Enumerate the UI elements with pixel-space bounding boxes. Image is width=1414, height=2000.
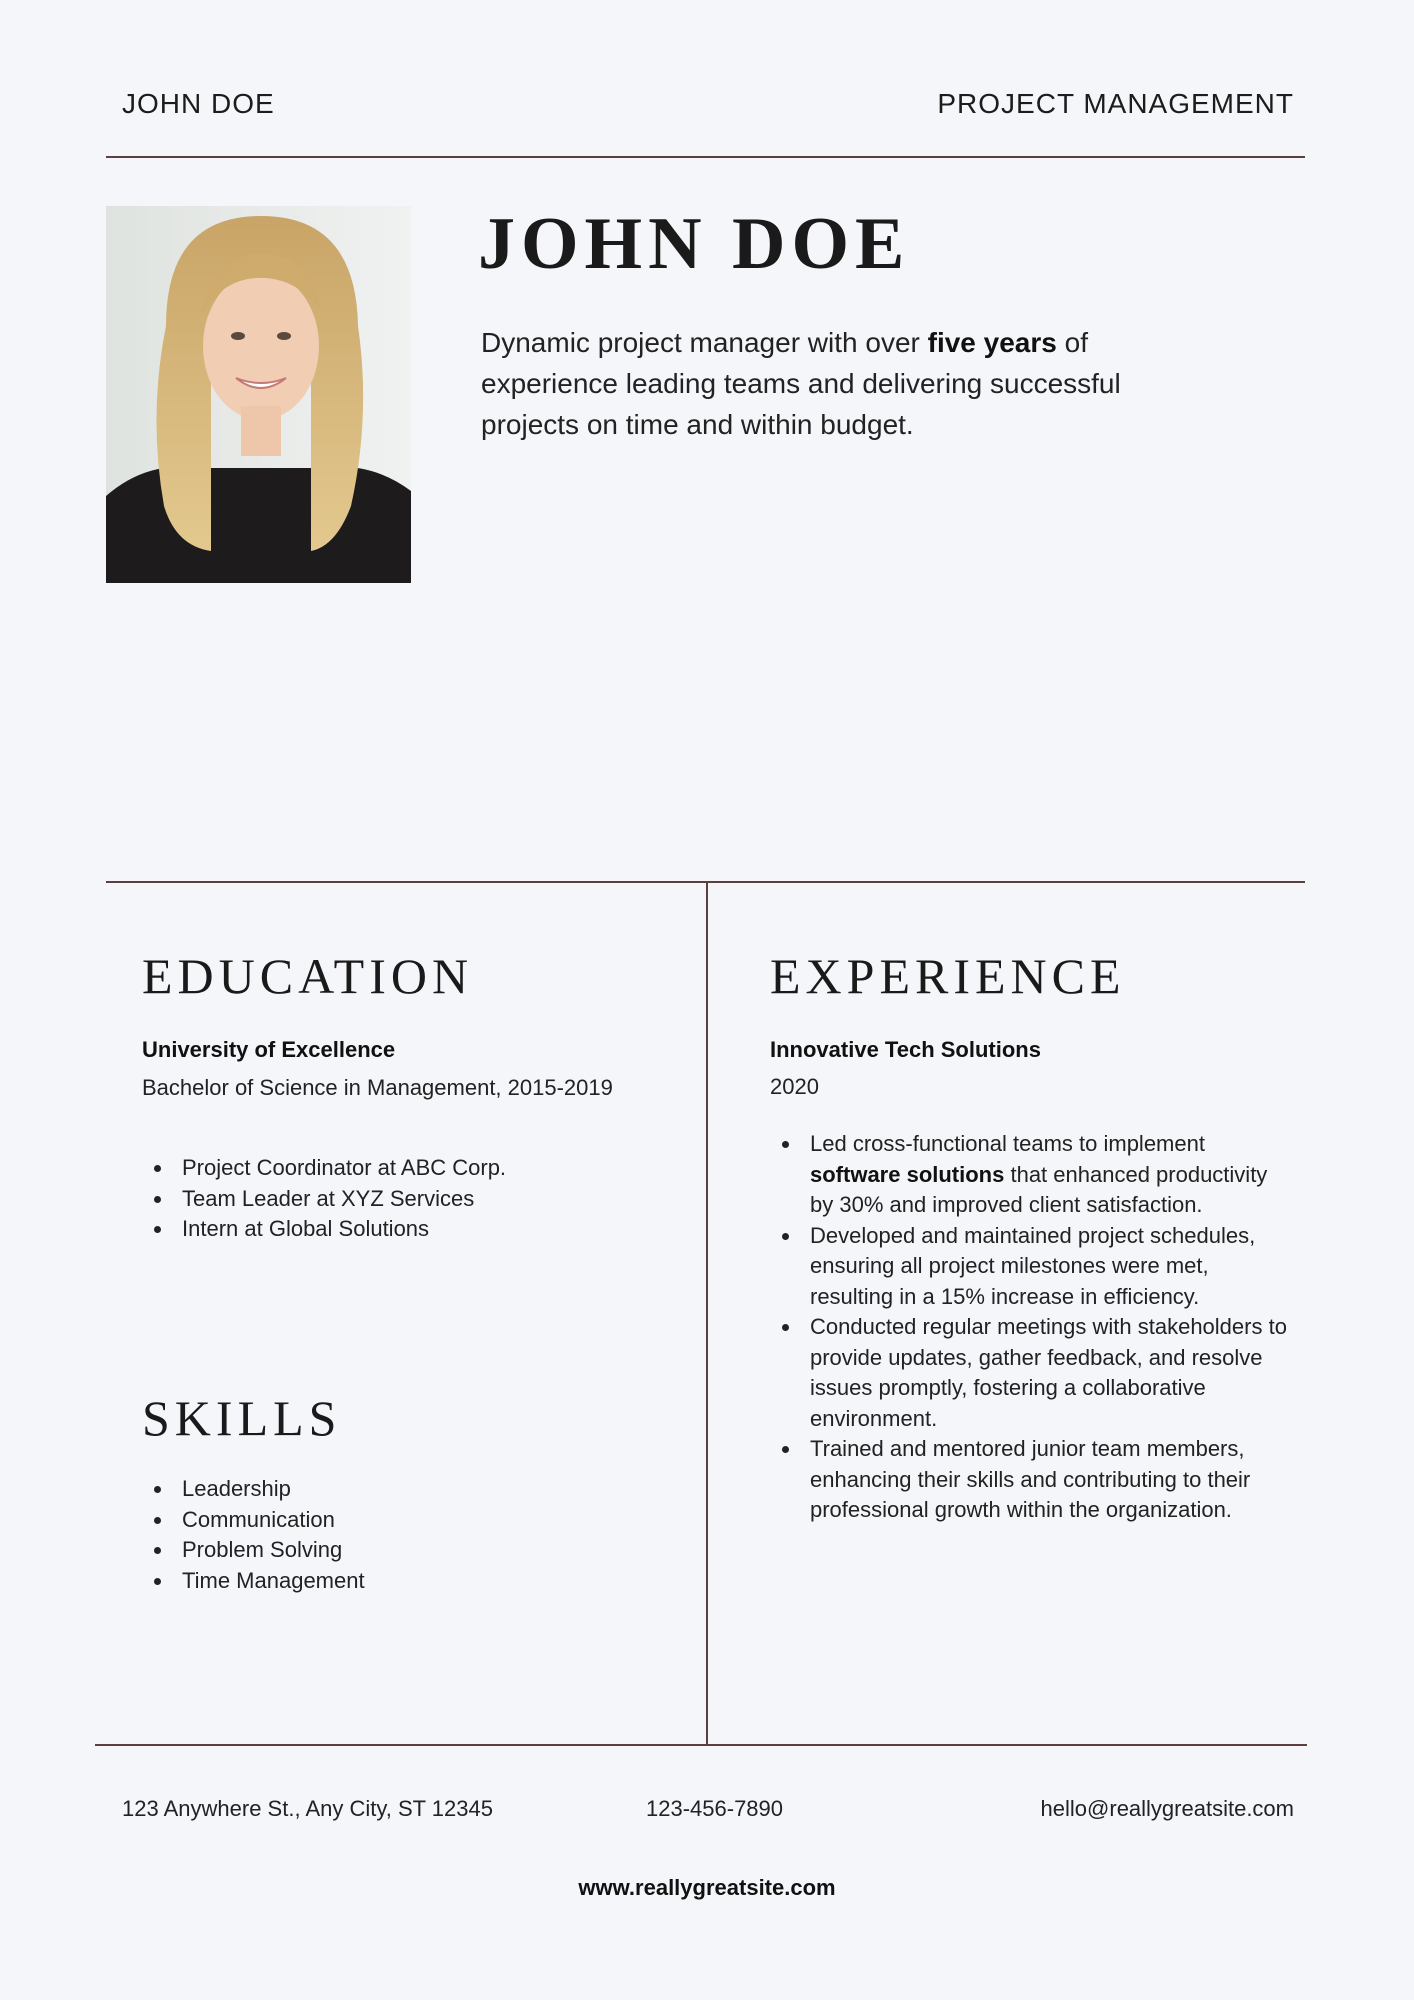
list-item	[770, 1129, 1290, 1221]
education-list	[142, 1153, 506, 1245]
list-item: Leadership	[142, 1474, 365, 1505]
skills-title: SKILLS	[142, 1390, 342, 1446]
list-item: Problem Solving	[142, 1535, 365, 1566]
summary-text: Dynamic project manager with over	[481, 327, 928, 358]
bullet-emphasis: software solutions	[810, 1161, 1005, 1187]
bullet-text: Led cross-functional teams to implement	[810, 1131, 1205, 1156]
list-item: Conducted regular meetings with stakeholders to provide updates, gather feedback, and resolve issues promptly, fostering a collaborative environment.	[770, 1312, 1290, 1434]
profile-photo-illustration	[106, 206, 411, 583]
skills-list	[142, 1474, 365, 1596]
list-item: Project Coordinator at ABC Corp.	[142, 1153, 506, 1184]
contact-website[interactable]: www.reallygreatsite.com	[578, 1875, 836, 1900]
list-item: Trained and mentored junior team members, enhancing their skills and contributing to their professional growth within the organization.	[770, 1434, 1290, 1526]
bottom-divider	[95, 1744, 1307, 1746]
profile-photo	[106, 206, 411, 583]
column-divider	[706, 881, 708, 1745]
education-school: University of Excellence	[142, 1037, 396, 1062]
contact-address: 123 Anywhere St., Any City, ST 12345	[122, 1796, 493, 1821]
list-item: Time Management	[142, 1566, 365, 1597]
summary-emphasis: five years	[927, 327, 1057, 358]
contact-email[interactable]: hello@reallygreatsite.com	[1040, 1796, 1294, 1821]
header-role: PROJECT MANAGEMENT	[937, 88, 1294, 119]
list-item: Team Leader at XYZ Services	[142, 1184, 506, 1215]
top-divider	[106, 156, 1305, 158]
bullet-text-end: that enhanced productivity by 30% and improved client satisfaction.	[810, 1161, 1268, 1217]
experience-company: Innovative Tech Solutions	[770, 1037, 1041, 1062]
header-name: JOHN DOE	[122, 88, 275, 119]
list-item: Communication	[142, 1505, 365, 1536]
experience-year: 2020	[770, 1074, 819, 1099]
contact-phone[interactable]: 123-456-7890	[646, 1796, 784, 1821]
experience-list	[770, 1129, 1290, 1526]
profile-name: JOHN DOE	[478, 203, 911, 285]
education-degree: Bachelor of Science in Management, 2015-2019	[142, 1075, 613, 1100]
profile-summary	[481, 322, 1221, 445]
list-item: Developed and maintained project schedules, ensuring all project milestones were met, resulting in a 15% increase in efficiency.	[770, 1221, 1290, 1313]
summary-text-end: of experience leading teams and delivering successful projects on time and within budget.	[481, 327, 1121, 440]
experience-title: EXPERIENCE	[770, 948, 1126, 1004]
list-item: Intern at Global Solutions	[142, 1214, 506, 1245]
education-title: EDUCATION	[142, 948, 474, 1004]
